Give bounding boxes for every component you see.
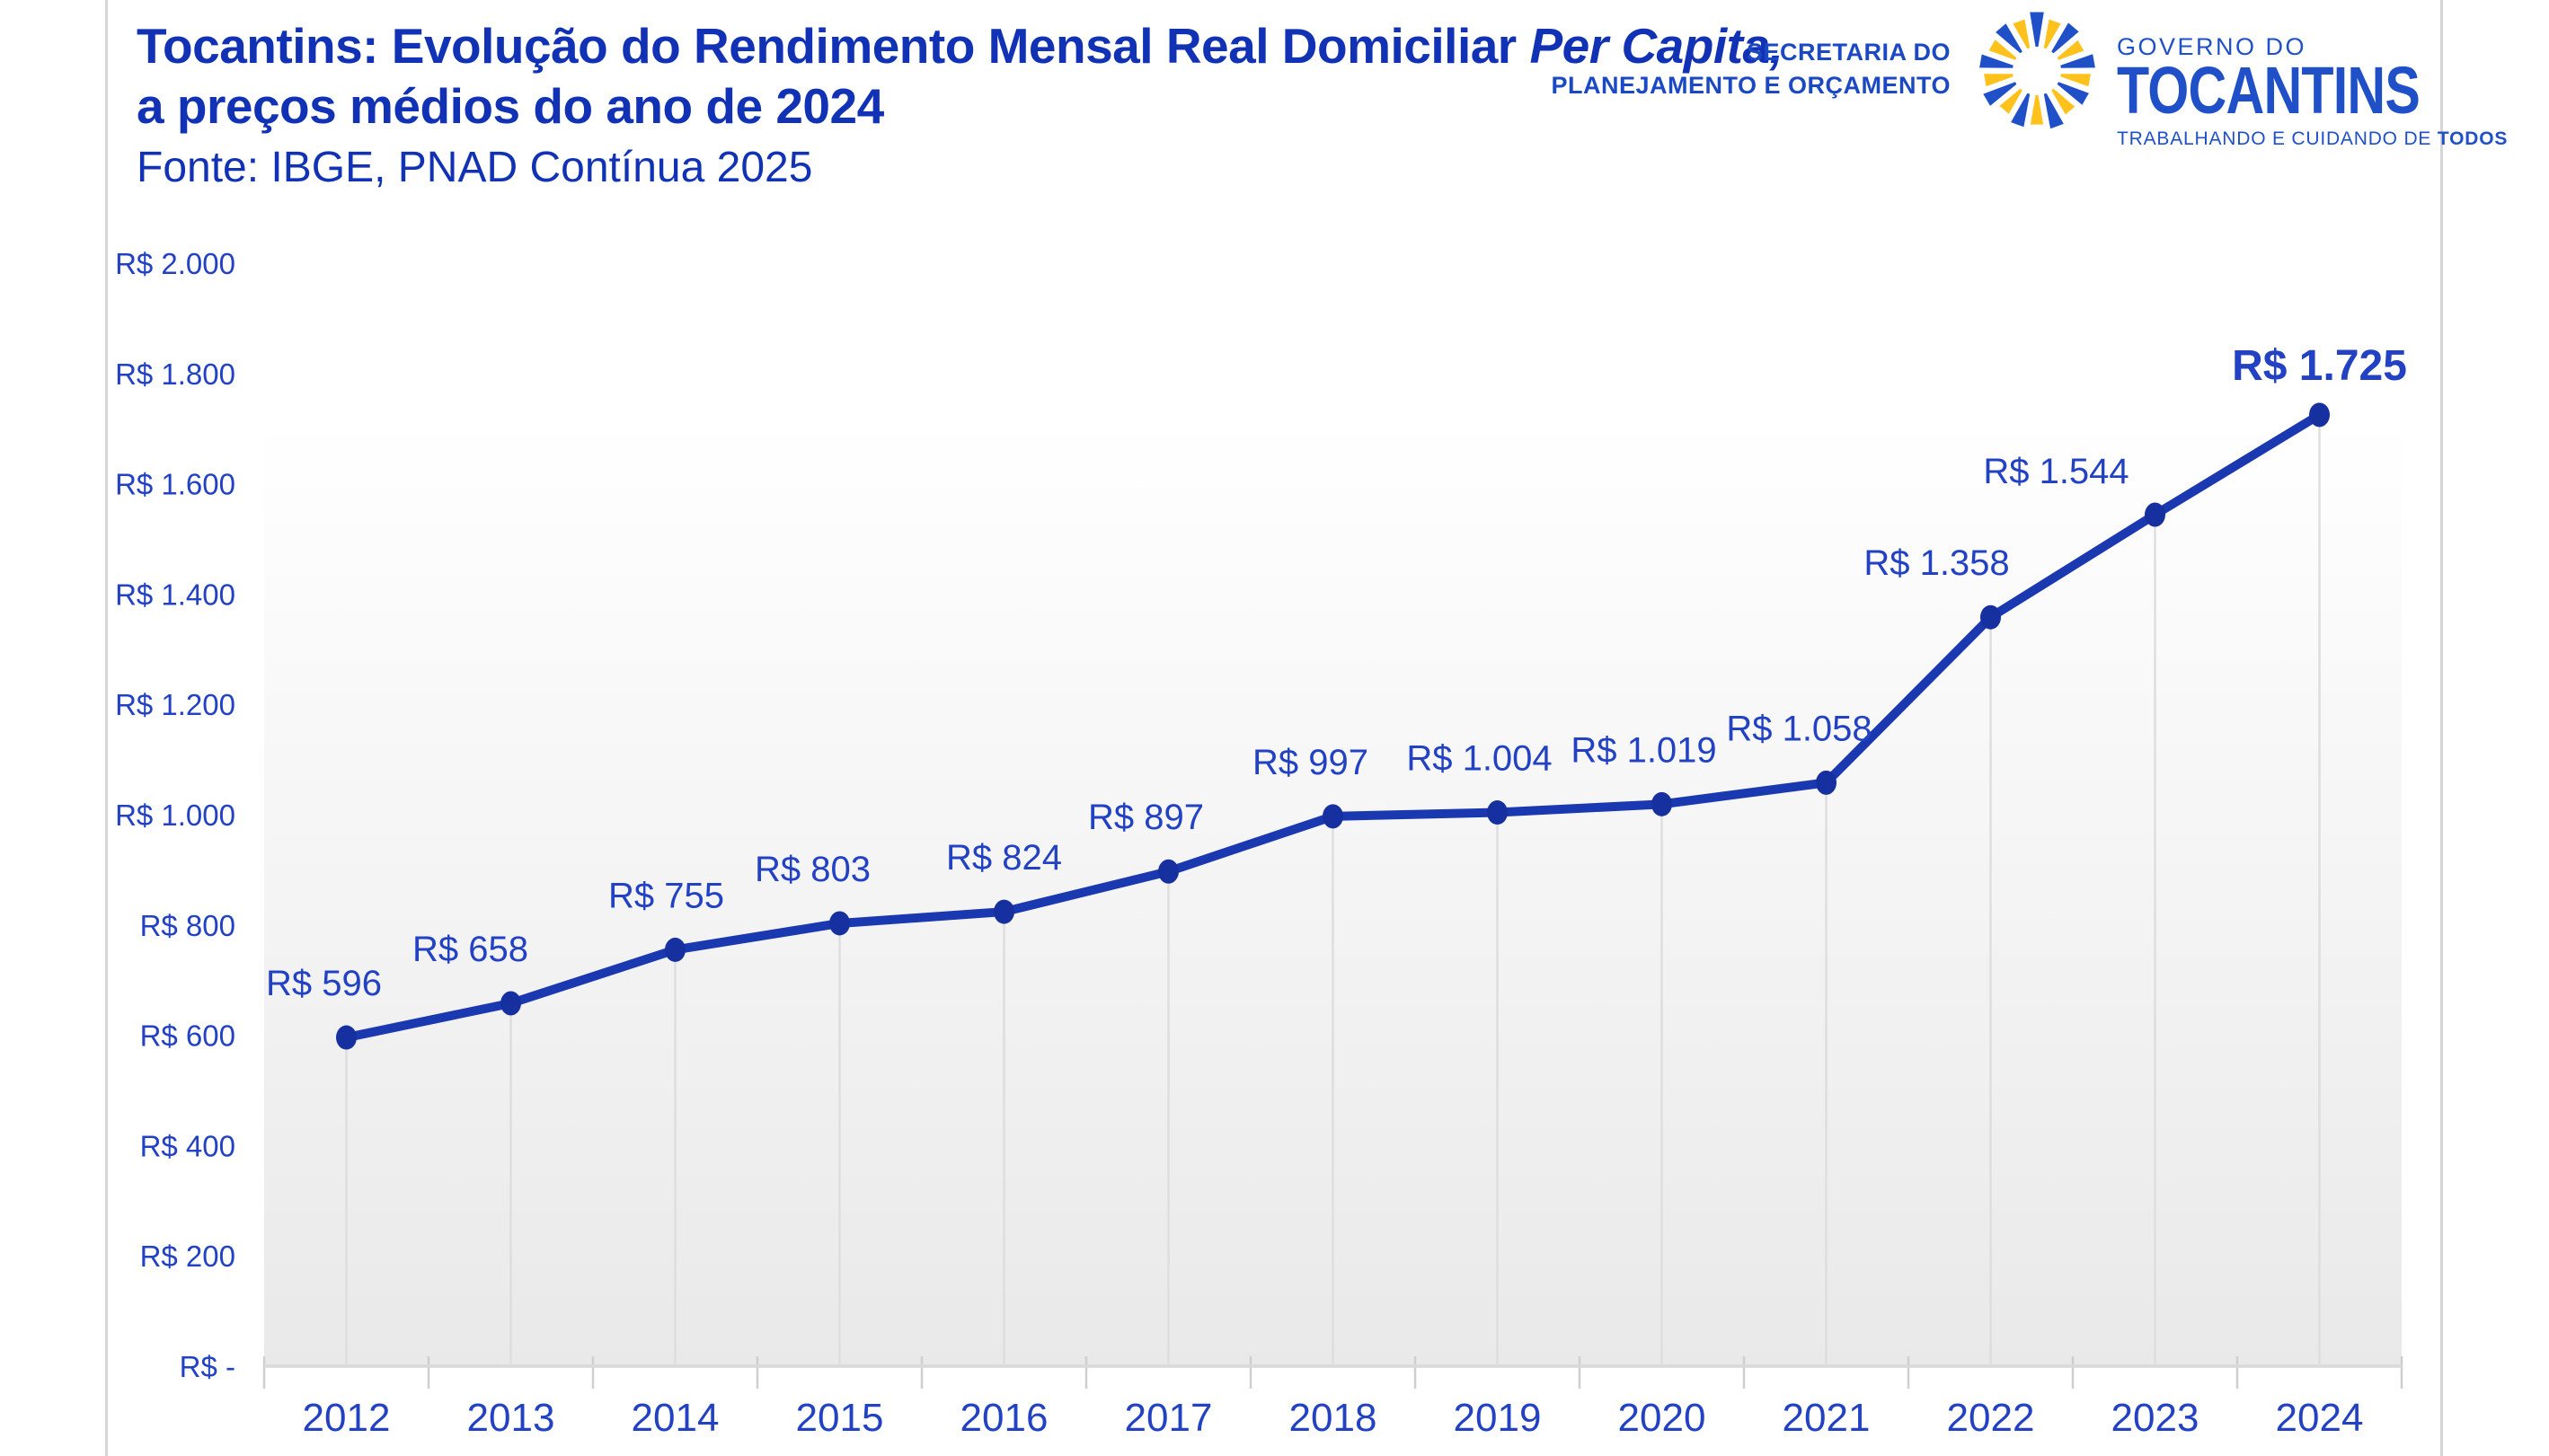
data-point-2016 xyxy=(994,900,1014,924)
y-axis-label-800: R$ 800 xyxy=(139,908,235,942)
data-point-2024 xyxy=(2309,402,2330,427)
secretaria-line1: SECRETARIA DO xyxy=(1746,39,1951,66)
x-axis-label-2022: 2022 xyxy=(1946,1396,2035,1440)
x-axis-label-2016: 2016 xyxy=(960,1396,1049,1440)
data-point-2014 xyxy=(665,938,686,962)
y-axis-label-1000: R$ 1.000 xyxy=(115,799,235,832)
data-label-2022: R$ 1.358 xyxy=(1863,543,2010,584)
y-axis-label-1800: R$ 1.800 xyxy=(115,357,235,391)
tocantins-tagline: TRABALHANDO E CUIDANDO DE TODOS xyxy=(2117,128,2509,149)
y-axis-label-0: R$ - xyxy=(179,1350,235,1383)
secretaria-line2: PLANEJAMENTO E ORÇAMENTO xyxy=(1551,72,1951,99)
y-axis-label-400: R$ 400 xyxy=(139,1129,235,1163)
data-label-2024: R$ 1.725 xyxy=(2232,341,2407,390)
governo-do-label: GOVERNO DO xyxy=(2117,33,2307,60)
data-point-2023 xyxy=(2145,502,2165,526)
data-label-2017: R$ 897 xyxy=(1088,798,1204,838)
data-label-2012: R$ 596 xyxy=(266,964,382,1004)
data-point-2022 xyxy=(1980,605,2001,630)
tocantins-wordmark: TOCANTINS xyxy=(2117,53,2421,128)
chart-title-line2: a preços médios do ano de 2024 xyxy=(137,78,884,134)
data-label-2021: R$ 1.058 xyxy=(1726,709,1872,749)
x-axis-label-2021: 2021 xyxy=(1782,1396,1871,1440)
data-point-2019 xyxy=(1487,800,1508,825)
data-label-2014: R$ 755 xyxy=(608,876,724,916)
x-axis-label-2013: 2013 xyxy=(466,1396,555,1440)
data-label-2018: R$ 997 xyxy=(1252,742,1368,782)
data-point-2021 xyxy=(1816,771,1837,795)
y-axis-label-1200: R$ 1.200 xyxy=(115,688,235,722)
y-axis-label-1400: R$ 1.400 xyxy=(115,578,235,612)
data-point-2012 xyxy=(336,1026,357,1050)
x-axis-label-2015: 2015 xyxy=(795,1396,884,1440)
x-axis-label-2017: 2017 xyxy=(1124,1396,1213,1440)
data-label-2020: R$ 1.019 xyxy=(1571,730,1717,771)
data-point-2017 xyxy=(1158,860,1179,884)
x-axis-label-2014: 2014 xyxy=(631,1396,720,1440)
y-axis-label-200: R$ 200 xyxy=(139,1240,235,1274)
y-axis-label-2000: R$ 2.000 xyxy=(115,247,235,280)
x-axis-label-2020: 2020 xyxy=(1617,1396,1706,1440)
chart-source: Fonte: IBGE, PNAD Contínua 2025 xyxy=(137,144,813,191)
data-point-2015 xyxy=(829,911,850,935)
x-axis-label-2023: 2023 xyxy=(2111,1396,2199,1440)
title-italic-part: Per Capita, xyxy=(1529,18,1783,74)
x-axis-label-2018: 2018 xyxy=(1288,1396,1377,1440)
data-label-2016: R$ 824 xyxy=(946,838,1062,878)
data-label-2013: R$ 658 xyxy=(412,929,528,969)
data-point-2013 xyxy=(500,991,521,1015)
chart-title-line1: Tocantins: Evolução do Rendimento Mensal Real Domiciliar Per Capita, xyxy=(137,18,1783,74)
y-axis-label-600: R$ 600 xyxy=(139,1019,235,1053)
y-axis-label-1600: R$ 1.600 xyxy=(115,467,235,501)
x-axis-label-2024: 2024 xyxy=(2275,1396,2364,1440)
data-point-2020 xyxy=(1651,792,1672,816)
data-label-2015: R$ 803 xyxy=(755,849,871,889)
data-point-2018 xyxy=(1323,804,1343,828)
data-label-2023: R$ 1.544 xyxy=(1983,451,2129,491)
x-axis-label-2012: 2012 xyxy=(302,1396,391,1440)
data-label-2019: R$ 1.004 xyxy=(1406,738,1553,779)
x-axis-label-2019: 2019 xyxy=(1453,1396,1542,1440)
